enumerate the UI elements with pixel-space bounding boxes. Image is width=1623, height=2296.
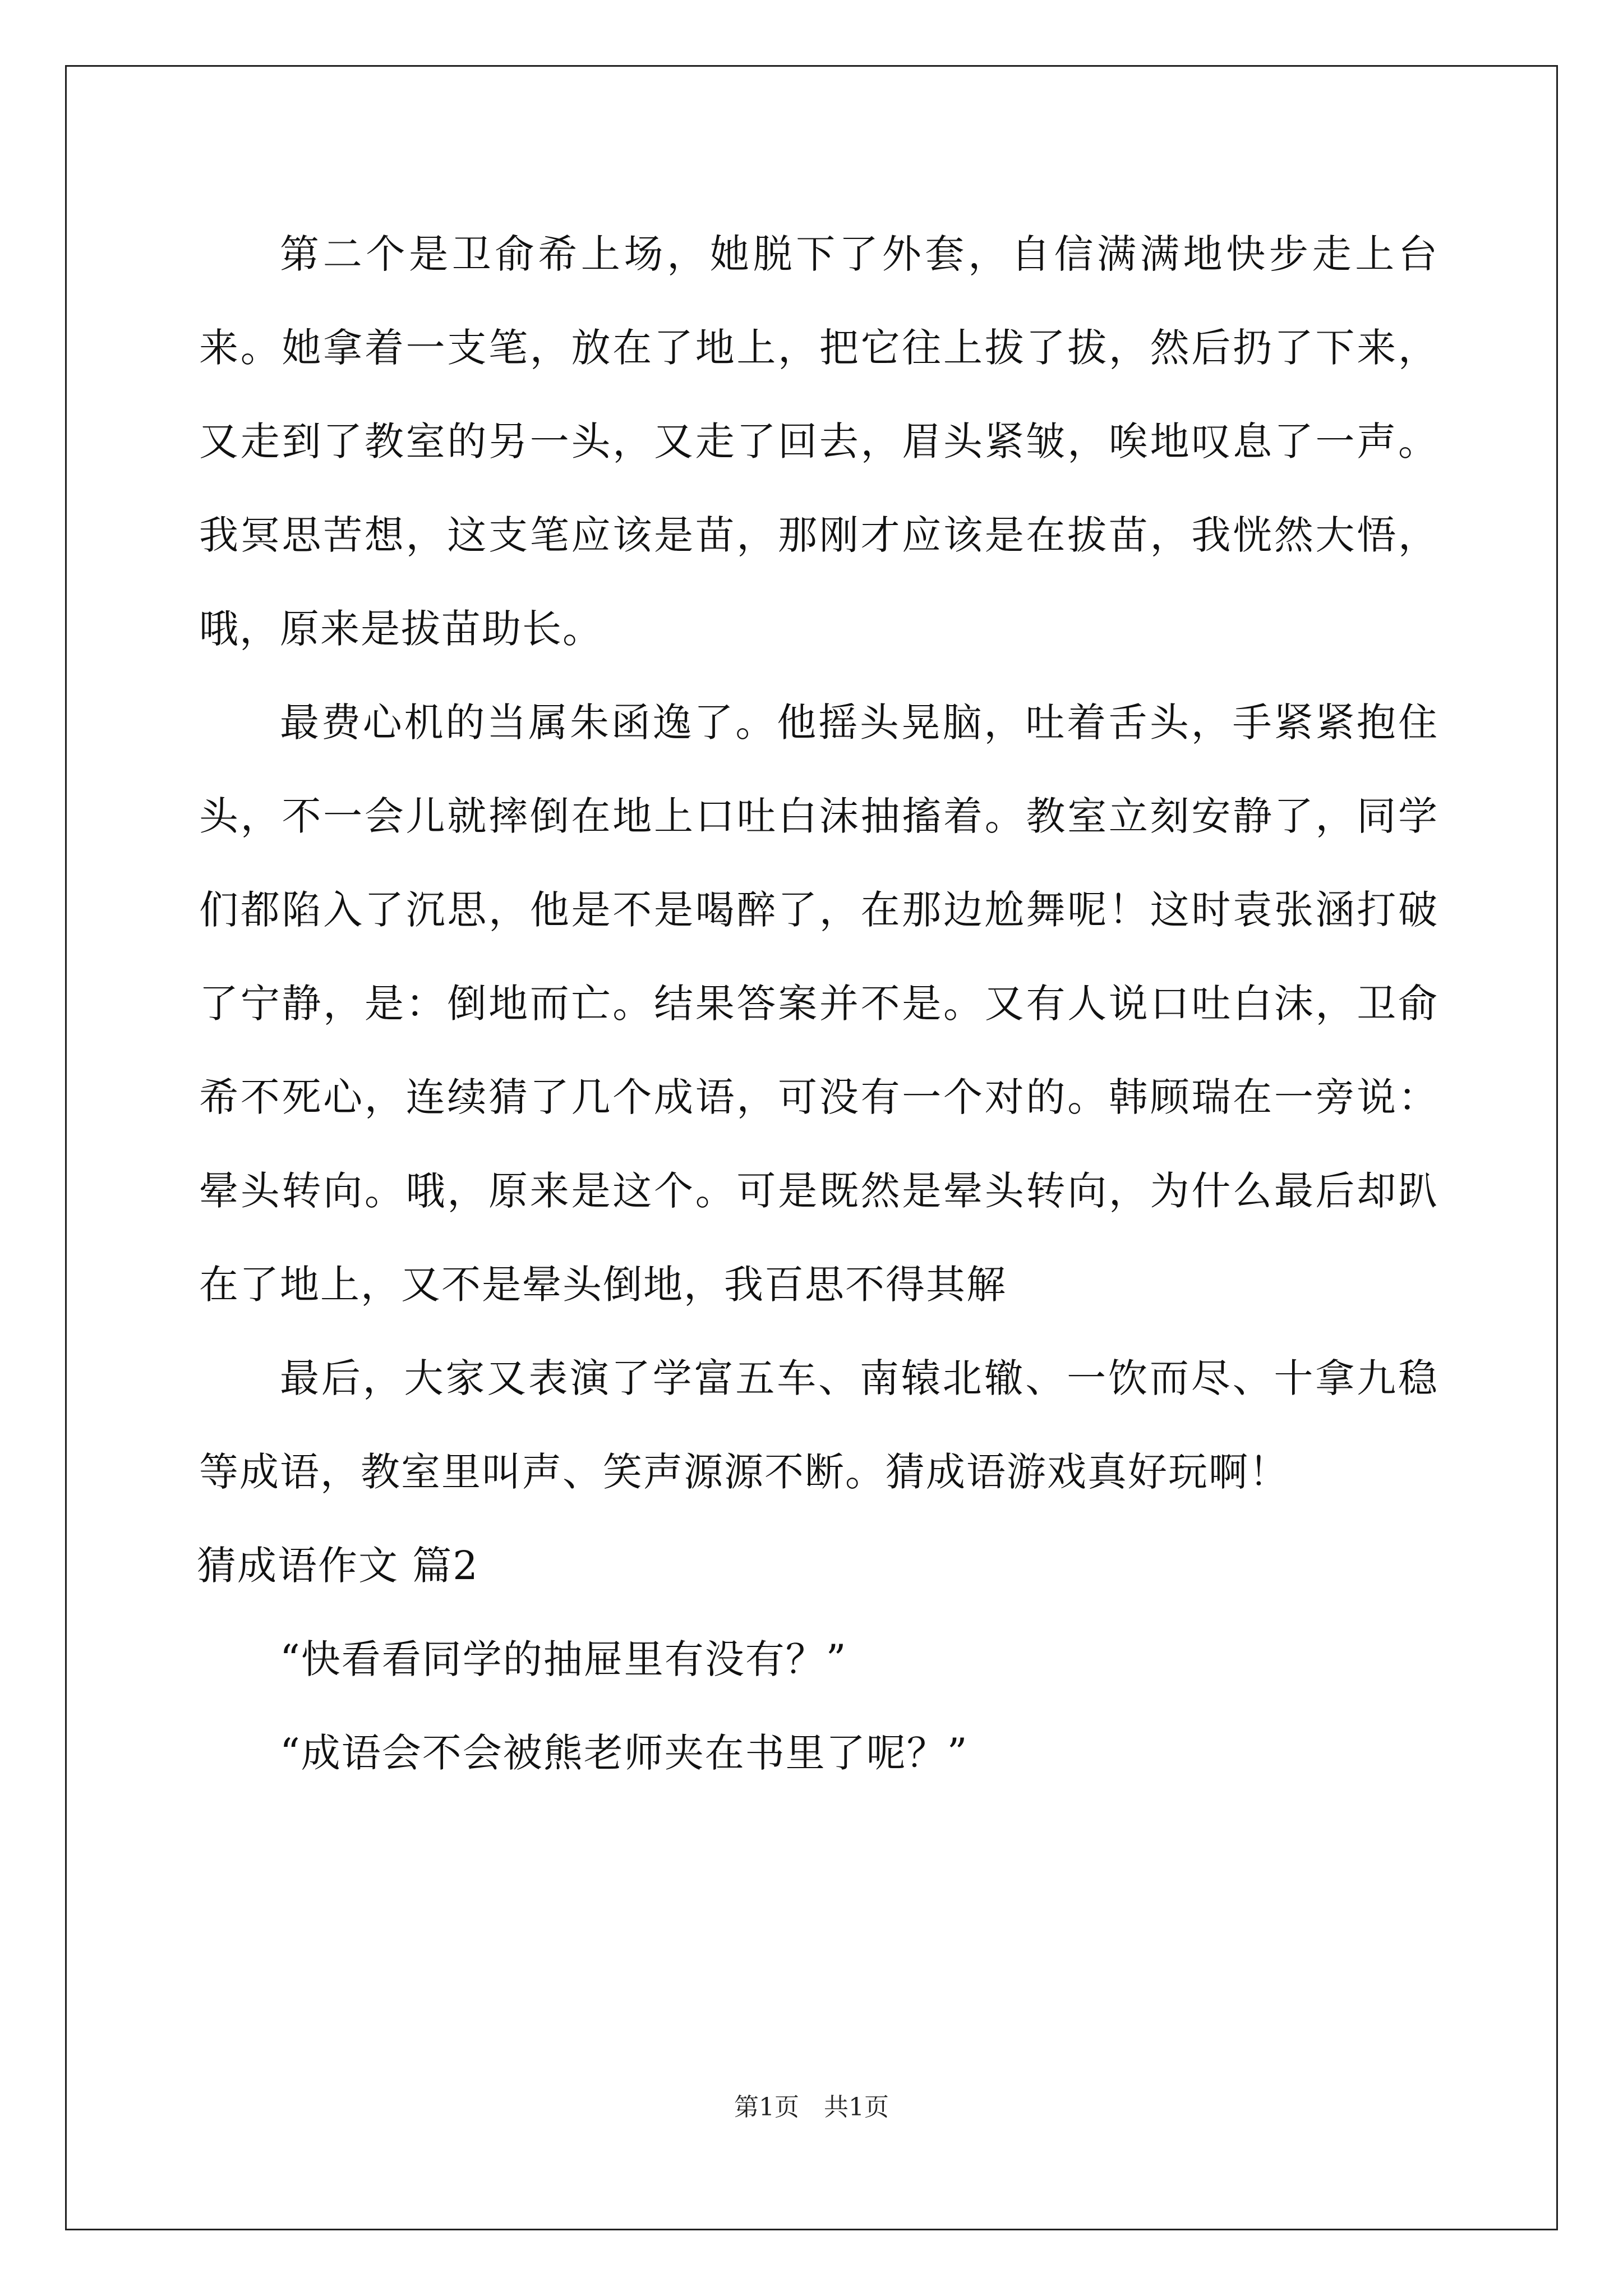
page-number: 第1页 共1页 bbox=[734, 2093, 889, 2122]
section-heading: 猜成语作文 篇2 bbox=[197, 1543, 479, 1589]
quote-line: “成语会不会被熊老师夹在书里了呢？” bbox=[280, 1730, 969, 1776]
document-body bbox=[199, 208, 1438, 1800]
quote-line: “快看看同学的抽屉里有没有？” bbox=[280, 1636, 847, 1682]
paragraph: 最费心机的当属朱函逸了。他摇头晃脑，吐着舌头，手紧紧抱住头，不一会儿就摔倒在地上口吐白沫抽搐着。教室立刻安静了，同学们都陷入了沉思，他是不是喝醉了，在那边尬舞呢！这时袁张涵打破了宁静，是：倒地而亡。结果答案并不是。又有人说口吐白沫，卫俞希不死心，连续猜了几个成语，可没有一个对的。韩顾瑞在一旁说：晕头转向。哦，原来是这个。可是既然是晕头转向，为什么最后却趴在了地上，又不是晕头倒地，我百思不得其解 bbox=[199, 700, 1438, 1308]
paragraph: 最后，大家又表演了学富五车、南辕北辙、一饮而尽、十拿九稳等成语，教室里叫声、笑声源源不断。猜成语游戏真好玩啊！ bbox=[199, 1355, 1438, 1495]
paragraph: 第二个是卫俞希上场，她脱下了外套，自信满满地快步走上台来。她拿着一支笔，放在了地上，把它往上拔了拔，然后扔了下来，又走到了教室的另一头，又走了回去，眉头紧皱，唉地叹息了一声。我冥思苦想，这支笔应该是苗，那刚才应该是在拔苗，我恍然大悟，哦，原来是拔苗助长。 bbox=[199, 231, 1438, 652]
